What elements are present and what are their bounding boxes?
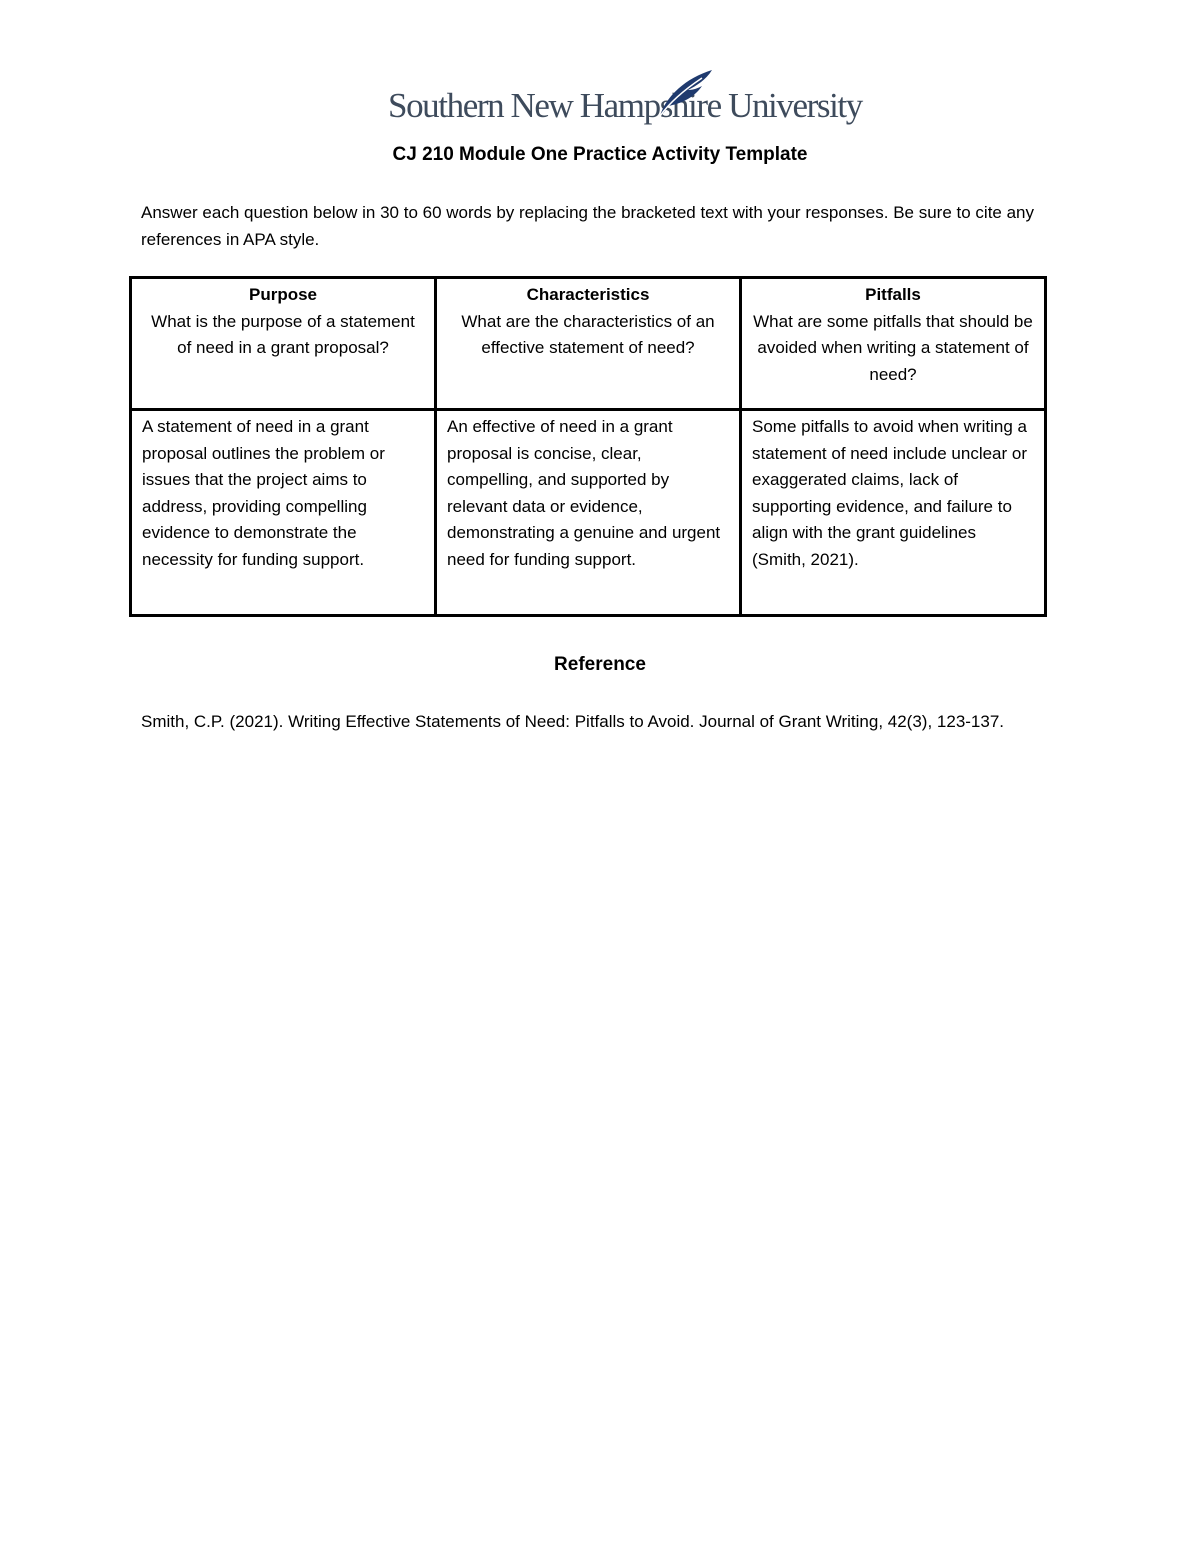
column-heading: Pitfalls xyxy=(865,285,921,304)
activity-table xyxy=(129,276,1047,617)
column-heading: Purpose xyxy=(248,285,318,304)
table-cell-pitfalls-answer[interactable]: Some pitfalls to avoid when writing a statement of need include unclear or exaggerated claims, lack of supporting evidence, and failure to align with the grant guidelines (Smith, 2021). xyxy=(741,410,1046,616)
table-cell-purpose-question xyxy=(131,278,436,410)
table-cell-characteristics-answer[interactable]: An effective of need in a grant proposal is concise, clear, compelling, and supported by relevant data or evidence, demonstrating a genuine and urgent need for funding support. xyxy=(436,410,741,616)
reference-entry: Smith, C.P. (2021). Writing Effective Statements of Need: Pitfalls to Avoid. Journal of Grant Writing, 42(3), 123-137. xyxy=(141,712,1005,731)
table-answer-row xyxy=(131,410,1046,616)
instructions-paragraph: Answer each question below in 30 to 60 words by replacing the bracketed text with your responses. Be sure to cite any references in APA style. xyxy=(141,203,1034,249)
table-cell-characteristics-question xyxy=(436,278,741,410)
table-cell-purpose-answer[interactable]: A statement of need in a grant proposal outlines the problem or issues that the project aims to address, providing compelling evidence to demonstrate the necessity for funding support. xyxy=(131,410,436,616)
university-logo xyxy=(380,66,862,138)
logo-wordmark: Southern New Hampshire University xyxy=(388,86,862,125)
column-heading: Characteristics xyxy=(526,285,650,304)
table-header-row xyxy=(131,278,1046,410)
column-question: What are the characteristics of an effective statement of need? xyxy=(461,311,715,357)
reference-heading: Reference xyxy=(554,654,646,675)
feather-quill-icon xyxy=(636,66,716,122)
table-cell-pitfalls-question xyxy=(741,278,1046,410)
page-title: CJ 210 Module One Practice Activity Template xyxy=(392,144,808,165)
column-question: What are some pitfalls that should be avoided when writing a statement of need? xyxy=(753,311,1033,384)
column-question: What is the purpose of a statement of need in a grant proposal? xyxy=(151,311,415,357)
